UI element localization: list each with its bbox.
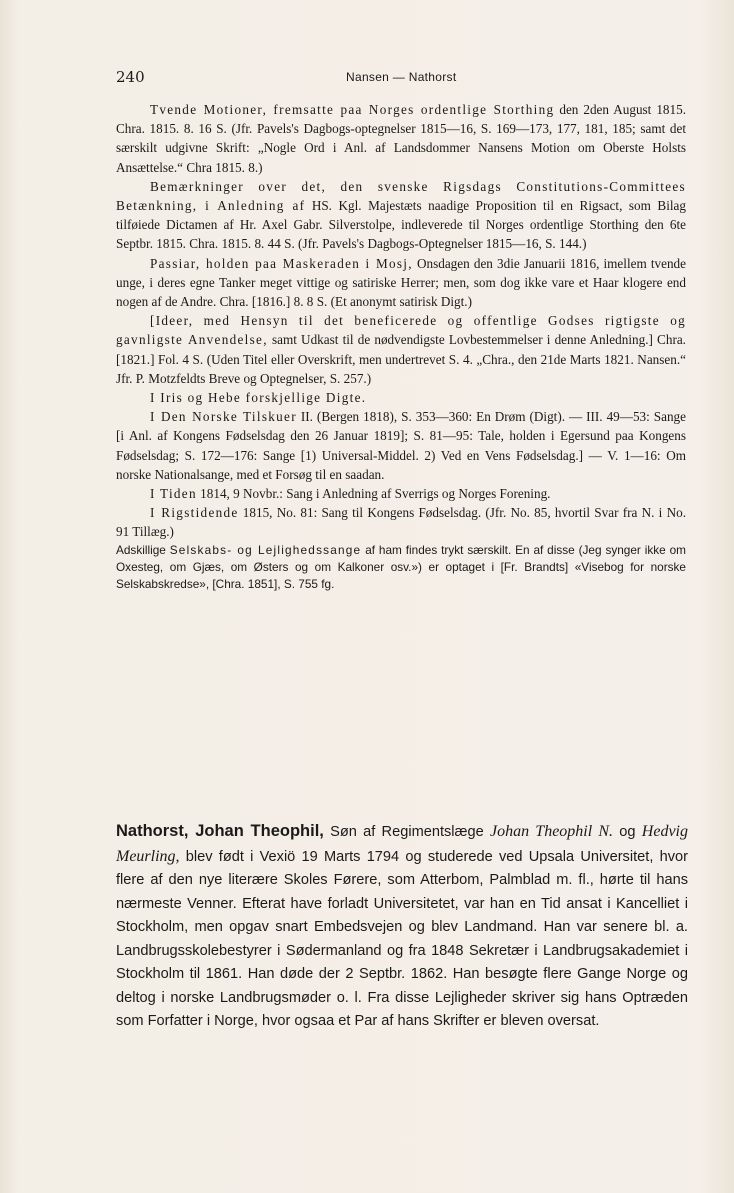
bio-text-2: og <box>613 824 642 840</box>
entry-tvende-motioner <box>116 100 686 177</box>
note-lead: Adskillige <box>116 542 170 557</box>
mother-name: Hedvig Meurling, <box>116 823 688 865</box>
bibliography-entries <box>116 100 686 593</box>
biography-nathorst <box>116 820 688 1034</box>
entry-title: I Rigstidende <box>150 505 239 521</box>
page-number: 240 <box>116 68 145 86</box>
entry-ideer <box>116 311 686 388</box>
bio-text-1: Søn af Regimentslæge <box>323 824 491 840</box>
entry-text: HS. Kgl. Majestæts naadige Proposition til en Rigsact, som Bilag tilføiede Dictamen af Hr. Axel Gabr. Silverstolpe, indleverede til Norges ordentlige Storthing den 6te Septbr. 1815. Chra. 1815. 8. 44 S. (Jfr. Pavels's Dagbogs-Optegnelser 1815—16, S. 144.) <box>116 198 686 252</box>
entry-norske-tilskuer <box>116 407 686 484</box>
entry-text: 1814, 9 Novbr.: Sang i Anledning af Sverrigs og Norges Forening. <box>196 486 551 502</box>
note-rest: af ham findes trykt særskilt. En af disse (Jeg synger ikke om Oxesteg, om Gjæs, om Østers og om Kalkoner osv.») er optaget i [Fr. Brandts] «Visebog for norske Selskabskredse», [Chra. 1851], S. 755 fg. <box>116 542 687 591</box>
running-head: Nansen — Nathorst <box>346 70 457 84</box>
entry-rigstidende <box>116 503 686 541</box>
entry-title: I Den Norske Tilskuer <box>150 409 297 425</box>
entry-text: den 2den August 1815. Chra. 1815. 8. 16 S. (Jfr. Pavels's Dagbogs-optegnelser 1815—16, S. 169—173, 177, 181, 185; samt det særskilt udgivne Skrift: „Nogle Ord i Anl. af Landsdommer Nansens Motion om Oberste Holsts Ansættelse.“ Chra 1815. 8.) <box>116 102 686 175</box>
note-spaced: Selskabs- og Lejlighedssange <box>169 542 362 557</box>
page-header <box>116 68 686 92</box>
entry-title: I Iris og Hebe forskjellige Digte. <box>150 390 367 406</box>
entry-text: 1815, No. 81: Sang til Kongens Fødselsdag. (Jfr. No. 85, hvortil Svar fra N. i No. 91 Tillæg.) <box>116 505 686 540</box>
entry-text: samt Udkast til de nødvendigste Lovbestemmelser i denne Anledning.] Chra. [1821.] Fol. 4 S. (Uden Titel eller Overskrift, men undertrevet S. 4. „Chra., den 21de Marts 1821. Nansen.“ Jfr. P. Motzfeldts Breve og Optegnelser, S. 257.) <box>116 332 686 386</box>
entry-text: II. (Bergen 1818), S. 353—360: En Drøm (Digt). — III. 49—53: Sange [i Anl. af Kongens Fødselsdag den 26 Januar 1819]; S. 81—95: Tale, holden i Egersund paa Kongens Fødselsdag; S. 172—176: Sange [1) Universal-Middel. 2) Ved en Vens Fødselsdag.] — V. 1—16: Om norske Nationalsange, med et Forsøg til en saadan. <box>116 409 686 482</box>
entry-title: I Tiden <box>150 486 197 502</box>
entry-title: Bemærkninger over det, den svenske Rigsdags Constitutions-Committees Betænkning, i Anledning af <box>116 178 686 214</box>
entry-bemaerkninger <box>116 177 686 254</box>
entry-passiar <box>116 254 686 312</box>
entry-iris-og-hebe <box>116 388 686 407</box>
entry-title: Tvende Motioner, fremsatte paa Norges ordentlige Storthing <box>150 102 555 117</box>
bio-text-3: blev født i Vexiö 19 Marts 1794 og studerede ved Upsala Universitet, hvor flere af den nye literære Skoles Førere, som Atterbom, Palmblad m. fl., hørte til hans nærmeste Venner. Efterat have forladt Universitetet, var han en Tid ansat i Kancelliet i Stockholm, men opgav snart Embedsvejen og blev Landmand. Han var senere bl. a. Landbrugsskolebestyrer i Sødermanland og fra 1848 Sekretær i Landbrugsakademiet i Stockholm til 1861. Han døde der 2 Septbr. 1862. Han besøgte flere Gange Norge og deltog i norske Landbrugsmøder o. l. Fra disse Lejligheder skriver sig hans Optræden som Forfatter i Norge, hvor ogsaa et Par af hans Skrifter er bleven oversat. <box>116 848 688 1029</box>
entry-text: Onsdagen den 3die Januarii 1816, imellem tvende unge, i deres egne Tanker meget vittige og satiriske Herrer; men, som dog ikke vare et Haar klogere end nogen af de Andre. Chra. [1816.] 8. 8 S. (Et anonymt satirisk Digt.) <box>116 255 686 310</box>
footnote-selskabssange <box>116 542 686 593</box>
entry-tiden <box>116 484 686 503</box>
entry-title: [Ideer, med Hensyn til det beneficerede og offentlige Godses rigtigste og gavnligste Anvendelse, <box>116 313 686 348</box>
biography-name: Nathorst, Johan Theophil, <box>116 822 324 840</box>
entry-title: Passiar, holden paa Maskeraden i Mosj, <box>150 255 413 271</box>
father-name: Johan Theophil N. <box>490 823 614 840</box>
